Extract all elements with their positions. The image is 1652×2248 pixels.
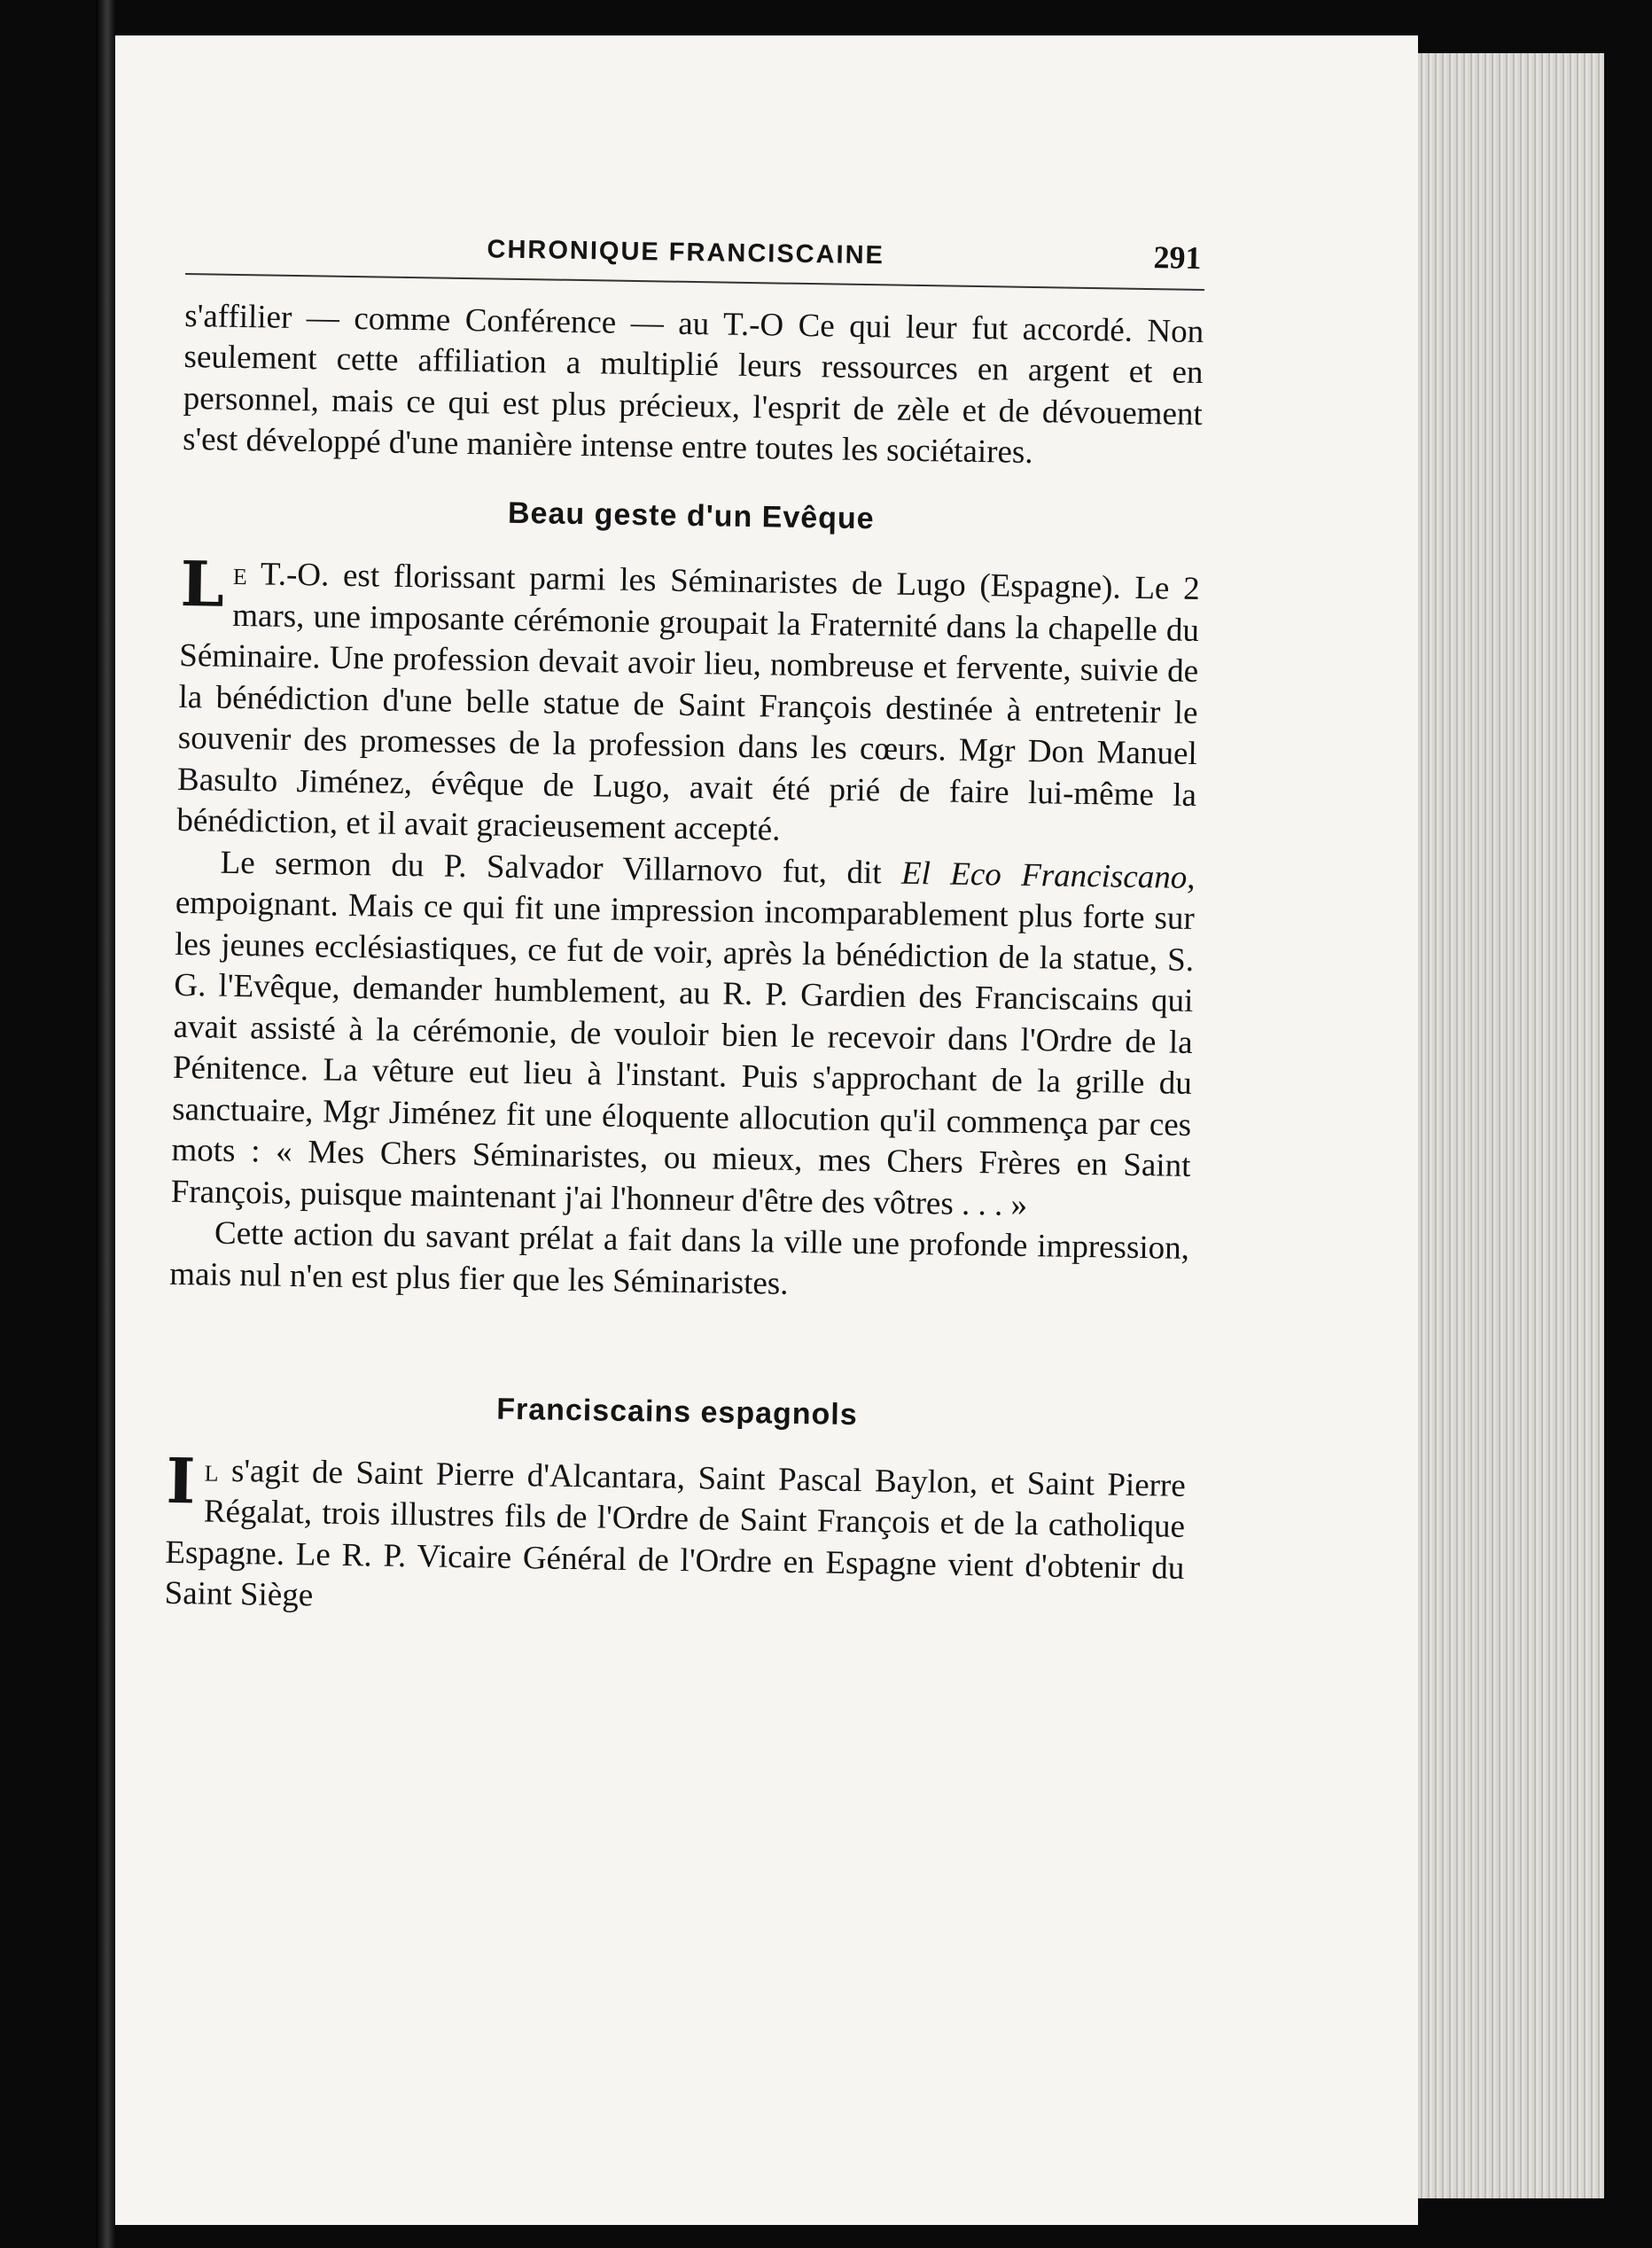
paragraph-text: , empoignant. Mais ce qui fit une impression incomparablement plus forte sur les jeunes ecclésiastiques, ce fut de voir, après la bénédiction de la statue, S. G. l'Evêque, demander humblement, au R. P. Gardien des Franciscains qui avait assisté à la cérémonie, de vouloir bien le recevoir dans l'Ordre de la Pénitence. La vêture eut lieu à l'instant. Puis s'approchant de la grille du sanctuaire, Mgr Jiménez fit une éloquente allocution qu'il commença par ces mots : « Mes Chers Séminaristes, ou mieux, mes Chers Frères en Saint François, puisque maintenant j'ai l'honneur d'être des vôtres . . . » [170,859,1196,1223]
espagnols-paragraph-1 [164,1443,1187,1630]
intro-paragraph: s'affilier — comme Conférence — au T.-O Ce qui leur fut accordé. Non seulement cette affiliation a multiplié leurs ressources en argent et en personnel, mais ce qui est plus précieux, l'esprit de zèle et de dévouement s'est développé d'une manière intense entre toutes les sociétaires. [182,297,1204,472]
section-heading-eveque: Beau geste d'un Evêque [507,496,875,535]
page-number: 291 [1153,239,1202,276]
page-content [164,222,1205,1630]
eveque-paragraph-2 [170,841,1195,1229]
drop-cap-tail: e [232,555,248,593]
page-edges [1418,53,1604,2198]
section-heading-espagnols: Franciscains espagnols [495,1392,858,1432]
paragraph-text: s'agit de Saint Pierre d'Alcantara, Saint Pascal Baylon, et Saint Pierre Régalat, trois illustres fils de l'Ordre de Saint François et de la catholique Espagne. Le R. P. Vicaire Général de l'Ordre en Espagne vient d'obtenir du Saint Siège [164,1452,1187,1614]
book-gutter [96,0,115,2248]
drop-cap: L [179,546,225,621]
journal-title: El Eco Franciscano [900,855,1188,896]
running-title: CHRONIQUE FRANCISCAINE [487,235,885,270]
drop-cap-tail: l [204,1452,219,1489]
paragraph-text: T.-O. est florissant parmi les Séminaristes de Lugo (Espagne). Le 2 mars, une imposante cérémonie groupait la Fraternité dans la chapelle du Séminaire. Une profession devait avoir lieu, nombreuse et fervente, suivie de la bénédiction d'une belle statue de Saint François destinée à entretenir le souvenir des promesses de la profession dans les cœurs. Mgr Don Manuel Basulto Jiménez, évêque de Lugo, avait été prié de faire lui-même la bénédiction, et il avait gracieusement accepté. [176,556,1200,848]
eveque-paragraph-1 [176,546,1200,858]
eveque-paragraph-3: Cette action du savant prélat a fait dans la ville une profonde impression, mais nul n'en est plus fier que les Séminaristes. [169,1214,1190,1302]
paragraph-text: Le sermon du P. Salvador Villarnovo fut, dit [220,844,902,892]
drop-cap: I [166,1443,197,1518]
